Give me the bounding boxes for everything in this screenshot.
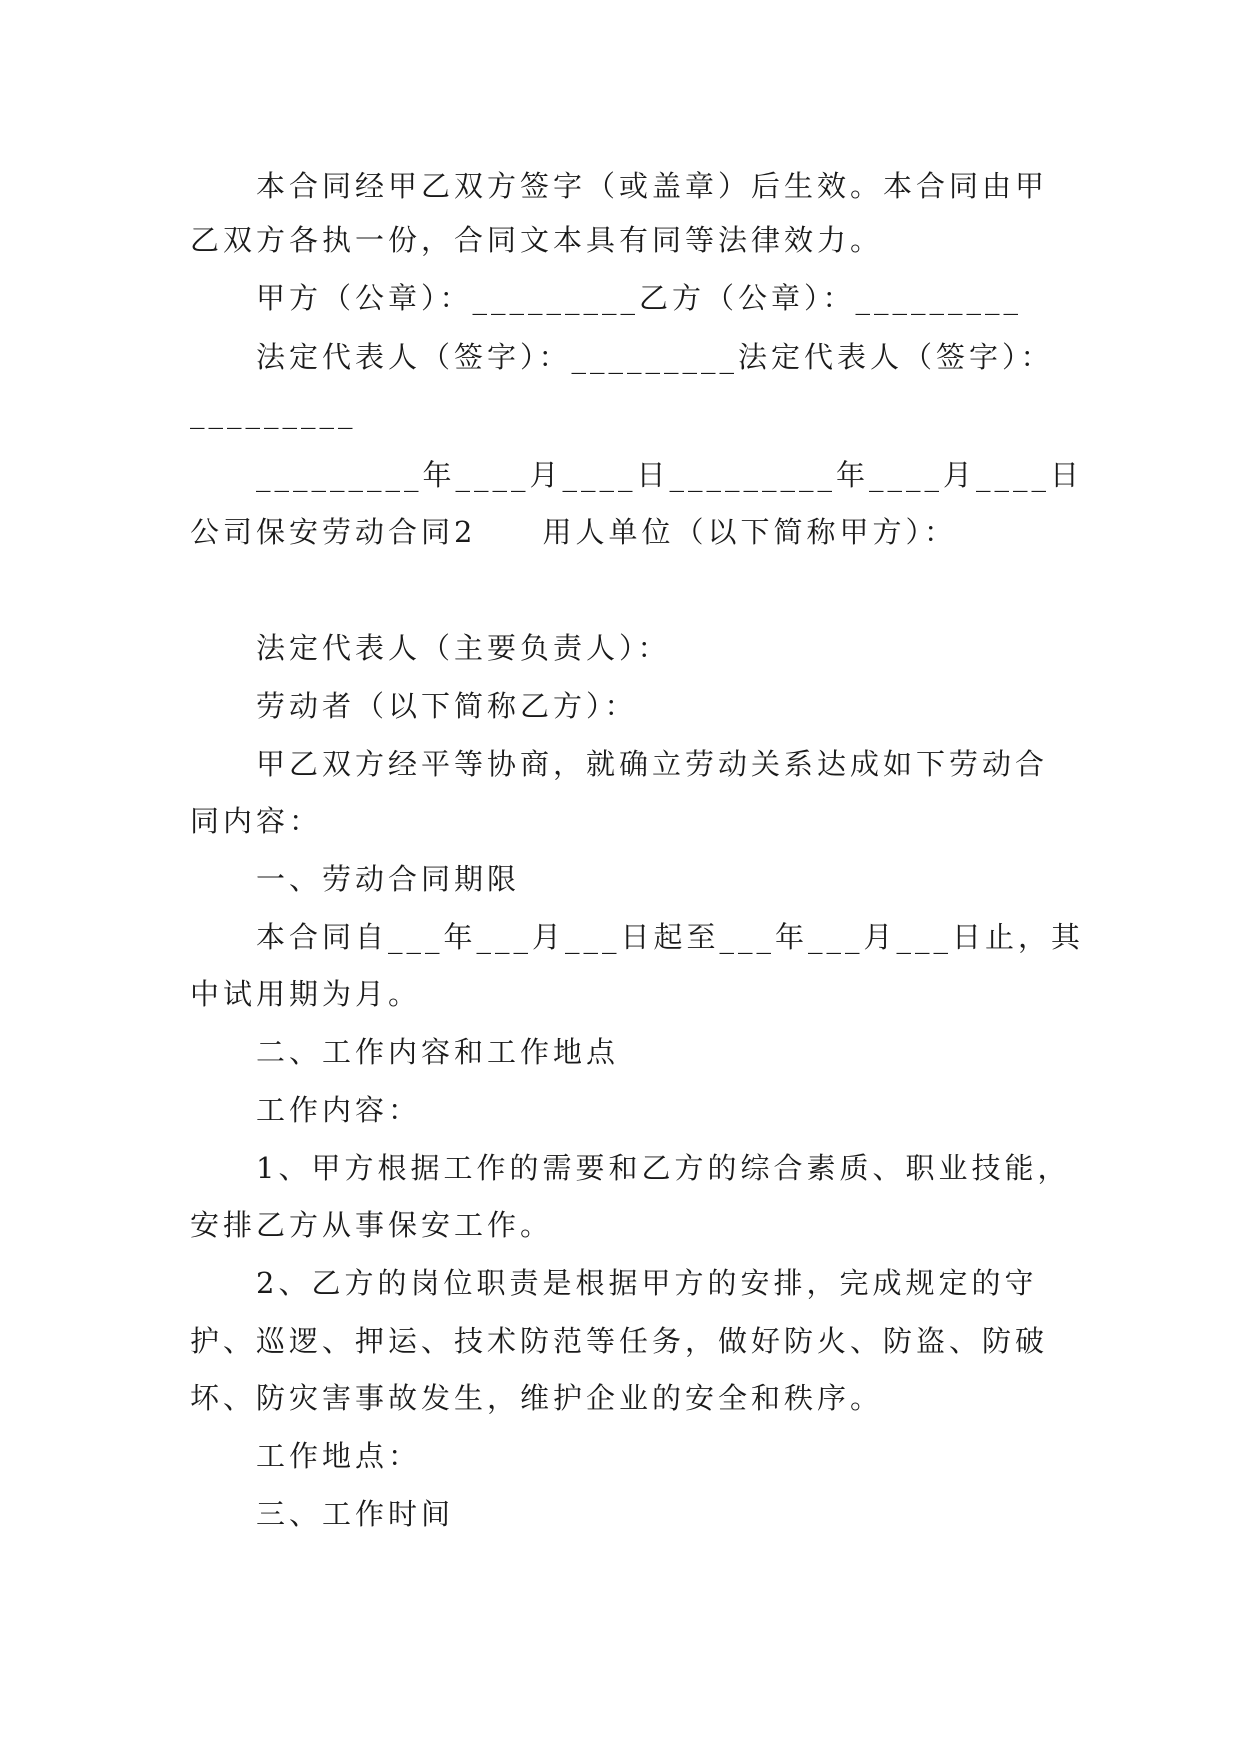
paragraph-line: 乙双方各执一份，合同文本具有同等法律效力。 — [190, 223, 884, 257]
document-heading-line: 公司保安劳动合同2 用人单位（以下简称甲方）： — [190, 515, 957, 549]
paragraph-line: 同内容： — [190, 804, 323, 838]
paragraph-line: 2、乙方的岗位职责是根据甲方的安排，完成规定的守 — [256, 1266, 1038, 1300]
section-heading: 二、工作内容和工作地点 — [256, 1035, 620, 1069]
paragraph-line: 劳动者（以下简称乙方）： — [256, 689, 638, 723]
section-heading: 三、工作时间 — [256, 1497, 455, 1531]
section-heading: 一、劳动合同期限 — [256, 862, 521, 896]
paragraph-line: 工作内容： — [256, 1093, 422, 1127]
paragraph-line: 安排乙方从事保安工作。 — [190, 1208, 554, 1242]
paragraph-line: 工作地点： — [256, 1439, 422, 1473]
signature-representative-line: 法定代表人（签字）：_________法定代表人（签字）： — [256, 340, 1054, 374]
paragraph-line: 护、巡逻、押运、技术防范等任务，做好防火、防盗、防破 — [190, 1324, 1049, 1358]
paragraph-line: 本合同经甲乙双方签字（或盖章）后生效。本合同由甲 — [256, 169, 1049, 203]
paragraph-line: 中试用期为月。 — [190, 977, 422, 1011]
signature-date-line: _________年____月____日_________年____月____日 — [256, 458, 1084, 492]
signature-blank-line: _________ — [190, 395, 357, 429]
paragraph-line: 1、甲方根据工作的需要和乙方的综合素质、职业技能， — [256, 1151, 1071, 1185]
paragraph-line: 甲乙双方经平等协商，就确立劳动关系达成如下劳动合 — [256, 747, 1049, 781]
paragraph-line: 坏、防灾害事故发生，维护企业的安全和秩序。 — [190, 1381, 884, 1415]
paragraph-line: 法定代表人（主要负责人）： — [256, 631, 671, 665]
signature-party-line: 甲方（公章）：_________乙方（公章）：_________ — [256, 281, 1023, 315]
paragraph-line: 本合同自___年___月___日起至___年___月___日止，其 — [256, 920, 1085, 954]
